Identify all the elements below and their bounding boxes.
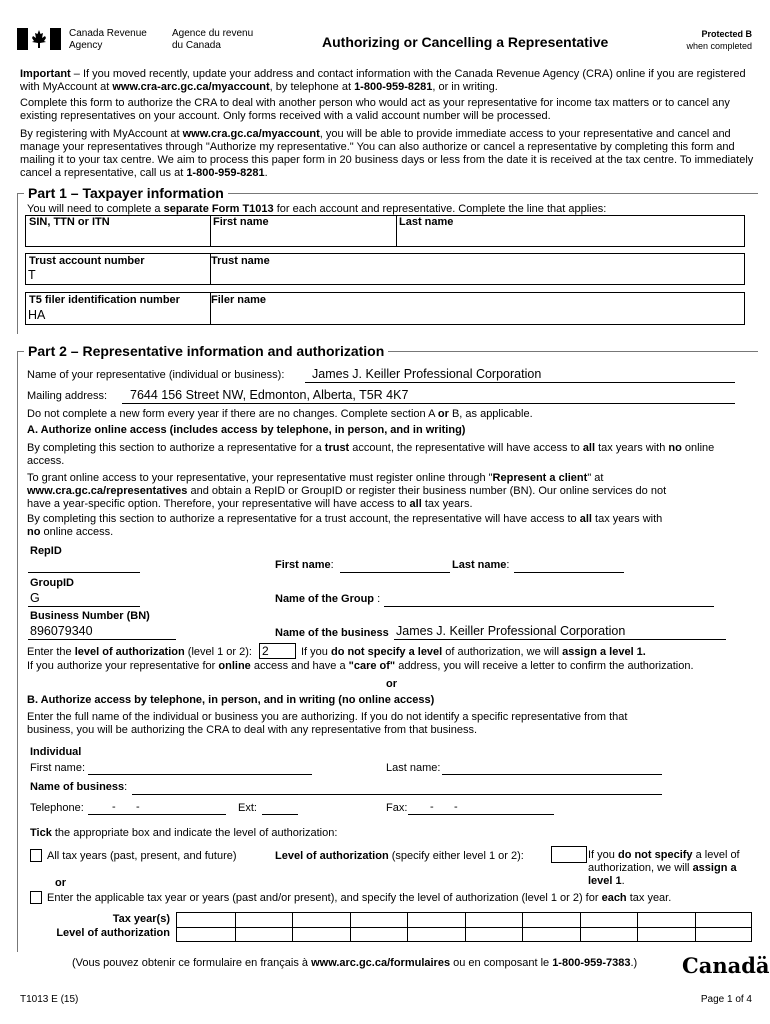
form-id: T1013 E (15) — [20, 994, 79, 1005]
section-a-p3: By completing this section to authorize a representative for a trust account, the representative will have access to all tax years with no online access. — [27, 513, 663, 538]
all-years-checkbox[interactable] — [30, 849, 42, 862]
rep-name-line — [305, 382, 735, 383]
intro-purpose: Complete this form to authorize the CRA to deal with another person who would act as your representative for income tax matters or to cancel any existing representatives on your account. Only forms received with a valid account number will be processed. — [20, 97, 730, 122]
filer-name-label: Filer name — [211, 294, 267, 306]
page-number: Page 1 of 4 — [700, 994, 752, 1005]
all-years-level-input[interactable] — [551, 846, 587, 863]
section-a-title: A. Authorize online access (includes access by telephone, in person, and in writing) — [27, 424, 466, 436]
groupid-input[interactable]: G — [30, 591, 40, 605]
t5-input[interactable]: HA — [28, 308, 46, 322]
sin-label: SIN, TTN or ITN — [29, 216, 110, 228]
section-b-p1: Enter the full name of the individual or business you are authorizing. If you do not identify a specific representative from that business, you will be authorizing the CRA to deal with any representative from that business. — [27, 711, 628, 736]
mailing-line — [122, 403, 735, 404]
b-business-name-input[interactable] — [132, 794, 662, 795]
ext-input[interactable] — [262, 814, 298, 815]
specific-years-checkbox[interactable] — [30, 891, 42, 904]
intro-important: Important – If you moved recently, update your address and contact information with the Canada Revenue Agency (CRA) online if you are registered with MyAccount at www.cra-arc.gc.ca/myaccount, by telephone at 1-800-959-8281, or in writing. — [20, 68, 746, 93]
a-first-name-label: First name: — [275, 559, 334, 571]
b-first-name-input[interactable] — [88, 774, 312, 775]
tick-instruction: Tick the appropriate box and indicate the level of authorization: — [30, 827, 338, 839]
part1-note: You will need to complete a separate Form T1013 for each account and representative. Complete the line that applies: — [27, 203, 607, 215]
fax-dash-1: - — [430, 801, 434, 813]
part1-title: Part 1 – Taxpayer information — [24, 185, 228, 201]
tel-dash-2: - — [136, 801, 140, 813]
group-name-input[interactable] — [384, 606, 714, 607]
trust-name-input[interactable] — [211, 268, 741, 284]
canada-flag-icon — [17, 28, 61, 50]
individual-label: Individual — [30, 746, 82, 758]
bn-line — [28, 639, 176, 640]
french-note: (Vous pouvez obtenir ce formulaire en français à www.arc.gc.ca/formulaires ou en composant le 1-800-959-7383.) — [72, 957, 638, 969]
business-name-line — [394, 639, 726, 640]
ext-label: Ext: — [238, 802, 257, 814]
mailing-input[interactable]: 7644 156 Street NW, Edmonton, Alberta, T5R 4K7 — [130, 388, 409, 402]
online-care-of-note: If you authorize your representative for online access and have a "care of" address, you will receive a letter to confirm the authorization. — [27, 660, 694, 672]
or-separator-2: or — [55, 877, 66, 889]
or-separator: or — [386, 678, 397, 690]
trust-account-label: Trust account number — [29, 255, 145, 267]
groupid-line — [28, 606, 140, 607]
sin-input[interactable] — [26, 230, 208, 246]
filer-name-input[interactable] — [211, 308, 741, 324]
level-a-label: Enter the level of authorization (level 1 or 2): — [27, 646, 252, 658]
all-years-label: All tax years (past, present, and future) — [47, 850, 237, 862]
trust-account-input[interactable]: T — [28, 268, 36, 282]
fax-input[interactable] — [408, 814, 554, 815]
section-a-p1: By completing this section to authorize a representative for a trust account, the representative will have access to all tax years with no online access. — [27, 442, 715, 467]
last-name-label: Last name — [399, 216, 454, 228]
section-b-title: B. Authorize access by telephone, in person, and in writing (no online access) — [27, 694, 435, 706]
first-name-input[interactable] — [211, 230, 395, 246]
part2-title: Part 2 – Representative information and authorization — [24, 343, 388, 359]
groupid-label: GroupID — [30, 577, 74, 589]
b-first-name-label: First name: — [30, 762, 86, 774]
b-last-name-label: Last name: — [386, 762, 441, 774]
business-name-label: Name of the business — [275, 627, 389, 639]
level-auth-label: Level of authorization (specify either level 1 or 2): — [275, 850, 524, 862]
when-completed-label: when completed — [686, 41, 752, 51]
canada-wordmark: Canadä — [682, 953, 770, 978]
repid-label: RepID — [30, 545, 62, 557]
a-last-name-input[interactable] — [514, 572, 624, 573]
bn-input[interactable]: 896079340 — [30, 624, 93, 638]
specific-years-label: Enter the applicable tax year or years (past and/or present), and specify the level of authorization (level 1 or 2) for each tax year. — [47, 892, 672, 904]
fax-label: Fax: — [386, 802, 408, 814]
bn-label: Business Number (BN) — [30, 610, 150, 622]
telephone-input[interactable] — [88, 814, 226, 815]
no-spec-note: If you do not specify a level of authorization, we will assign a level 1. — [588, 849, 740, 887]
level-a-note: If you do not specify a level of authorization, we will assign a level 1. — [301, 646, 646, 658]
cra-name-en: Canada Revenue Agency — [69, 28, 147, 51]
level-a-input[interactable]: 2 — [259, 643, 296, 659]
tel-dash-1: - — [112, 801, 116, 813]
a-last-name-label: Last name: — [452, 559, 510, 571]
tax-years-row-label: Tax year(s) — [112, 913, 170, 925]
no-new-form-note: Do not complete a new form every year if there are no changes. Complete section A or B, as applicable. — [27, 408, 533, 420]
protected-label: Protected B — [701, 29, 752, 39]
group-name-label: Name of the Group : — [275, 593, 381, 605]
a-first-name-input[interactable] — [340, 572, 450, 573]
t5-label: T5 filer identification number — [29, 294, 180, 306]
telephone-label: Telephone: — [30, 802, 84, 814]
fax-dash-2: - — [454, 801, 458, 813]
repid-input[interactable] — [28, 572, 140, 573]
cra-name-fr: Agence du revenu du Canada — [172, 28, 254, 51]
level-row-label: Level of authorization — [56, 927, 170, 939]
rep-name-input[interactable]: James J. Keiller Professional Corporation — [312, 367, 542, 381]
intro-myaccount: By registering with MyAccount at www.cra.gc.ca/myaccount, you will be able to provide immediate access to your representative and cancel and manage your representatives through "Authorize my representative." You can also authorize or cancel a representative by completing this form and mailing it to your tax centre. We aim to process this paper form in 20 business days or less from the date it is received at the tax centre. To immediately cancel a representative, call us at 1-800-959-8281. — [20, 128, 754, 179]
rep-name-label: Name of your representative (individual or business): — [27, 369, 285, 381]
name-of-business-label: Name of business: — [30, 781, 128, 793]
mailing-label: Mailing address: — [27, 390, 108, 402]
b-last-name-input[interactable] — [442, 774, 662, 775]
last-name-input[interactable] — [397, 230, 743, 246]
first-name-label: First name — [213, 216, 269, 228]
trust-name-label: Trust name — [211, 255, 270, 267]
business-name-input[interactable]: James J. Keiller Professional Corporation — [396, 624, 626, 638]
section-a-p2: To grant online access to your representative, your representative must register online through "Represent a client" at www.cra.gc.ca/representatives and obtain a RepID or GroupID or register their business number (BN). Our online services do not have a year-specific option. Therefore, your representative will have access to all tax years. — [27, 472, 667, 510]
tax-year-grid — [176, 912, 752, 942]
form-title: Authorizing or Cancelling a Representative — [322, 34, 609, 50]
